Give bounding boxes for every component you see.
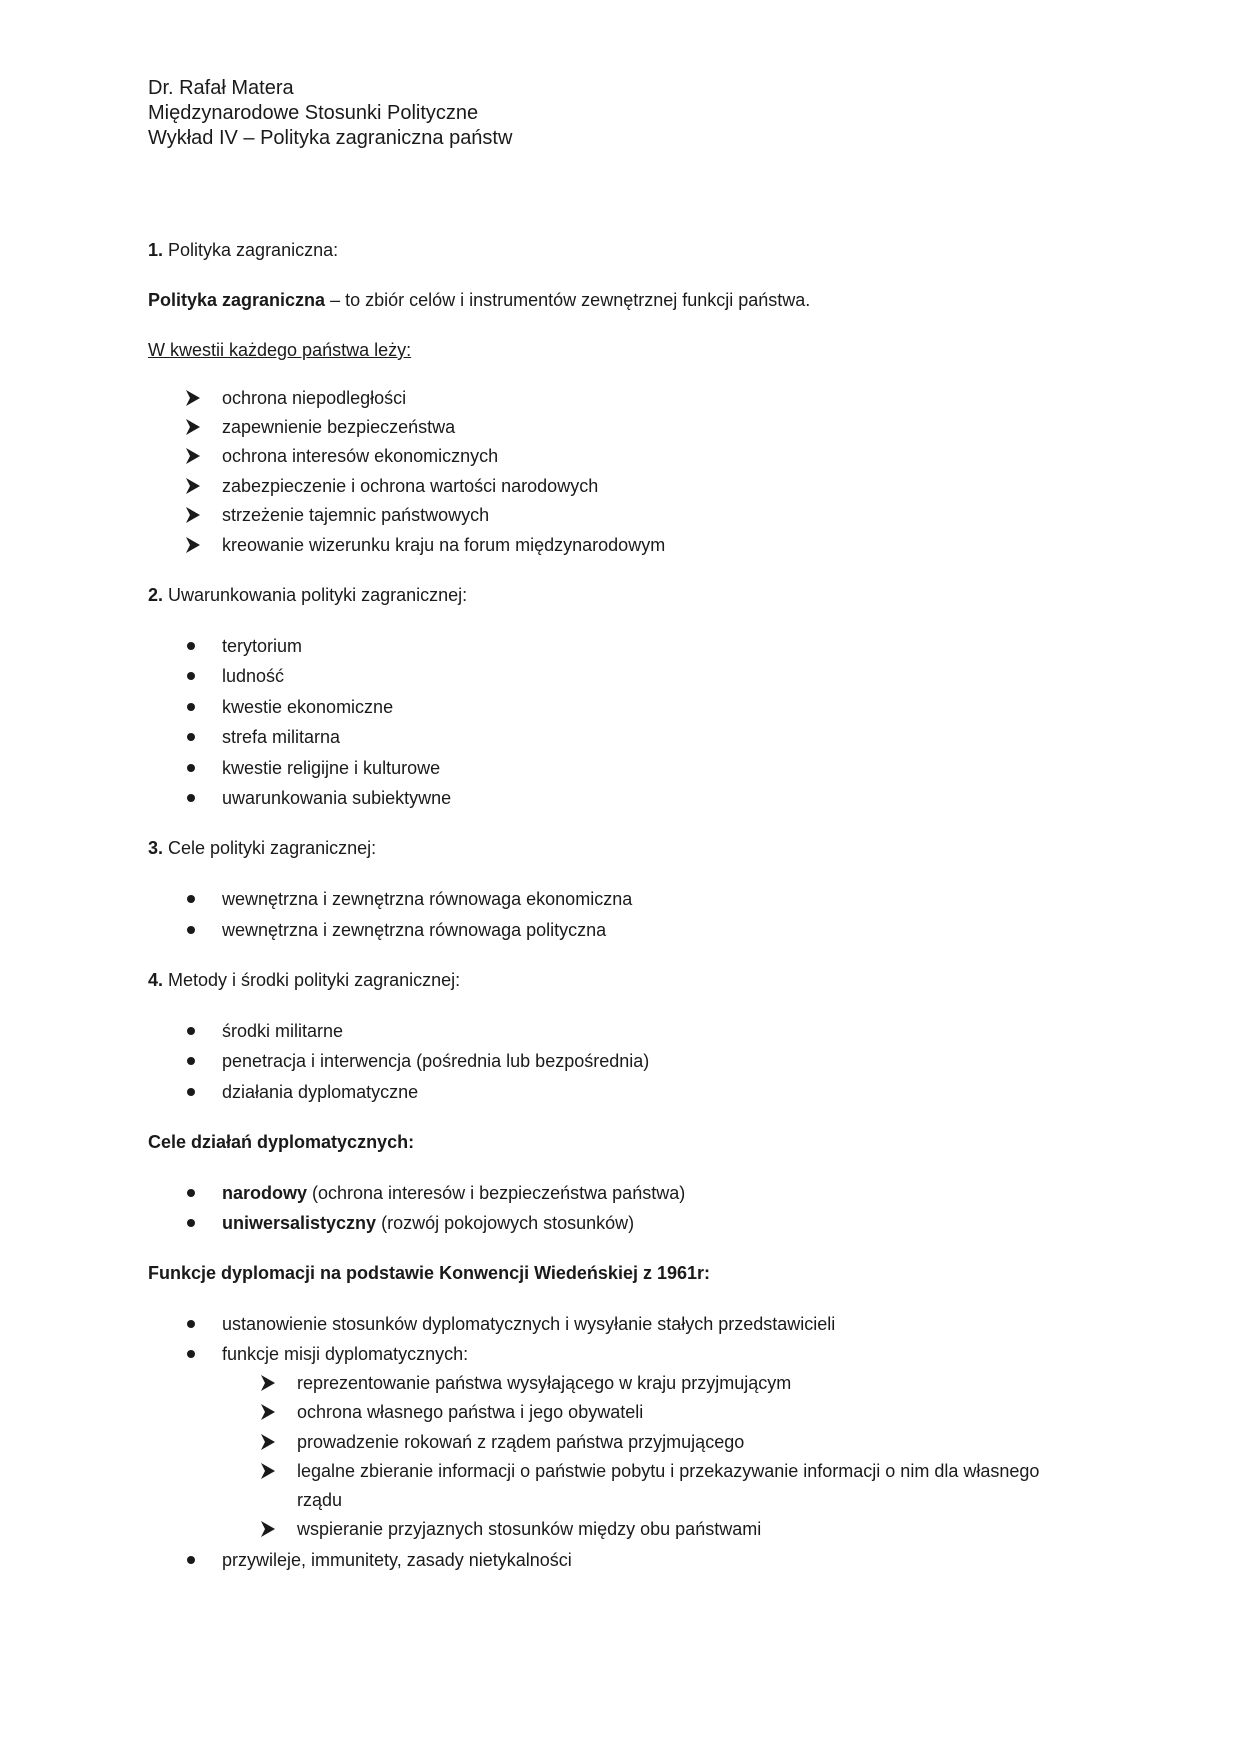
list-item: wewnętrzna i zewnętrzna równowaga ekonomiczna — [222, 889, 633, 909]
bullet-icon — [187, 895, 195, 903]
list-item: ochrona niepodległości — [222, 388, 407, 408]
diplomatic-goals-heading: Cele działań dyplomatycznych: — [148, 1132, 415, 1152]
arrow-bullet-icon — [184, 446, 202, 466]
list-item: kwestie ekonomiczne — [222, 697, 394, 717]
bullet-icon — [187, 1057, 195, 1065]
bullet-icon — [187, 764, 195, 772]
list-item: ustanowienie stosunków dyplomatycznych i wysyłanie stałych przedstawicieli — [222, 1314, 836, 1334]
list-item: penetracja i interwencja (pośrednia lub bezpośrednia) — [222, 1051, 650, 1071]
definition-text: – to zbiór celów i instrumentów zewnętrznej funkcji państwa. — [325, 290, 811, 310]
bullet-icon — [187, 1219, 195, 1227]
arrow-bullet-icon — [259, 1519, 277, 1539]
bullet-icon — [187, 703, 195, 711]
list-item: terytorium — [222, 636, 303, 656]
arrow-bullet-icon — [259, 1432, 277, 1452]
sub-list-item: wspieranie przyjaznych stosunków między obu państwami — [297, 1519, 762, 1539]
section-1-heading: 1. Polityka zagraniczna: — [148, 240, 339, 260]
list-item: kwestie religijne i kulturowe — [222, 758, 441, 778]
sub-list-item-continuation: rządu — [297, 1490, 343, 1510]
bullet-icon — [187, 1350, 195, 1358]
list-item: kreowanie wizerunku kraju na forum międzynarodowym — [222, 535, 666, 555]
bullet-icon — [187, 1189, 195, 1197]
definition-line — [148, 288, 810, 312]
arrow-bullet-icon — [184, 417, 202, 437]
sub-list-item: legalne zbieranie informacji o państwie pobytu i przekazywanie informacji o nim dla własnego — [297, 1461, 1040, 1481]
sub-list-item: ochrona własnego państwa i jego obywateli — [297, 1402, 644, 1422]
definition-term: Polityka zagraniczna — [148, 290, 326, 310]
list-item: ochrona interesów ekonomicznych — [222, 446, 499, 466]
list-item: uniwersalistyczny (rozwój pokojowych stosunków) — [222, 1213, 635, 1233]
list-item: środki militarne — [222, 1021, 344, 1041]
arrow-bullet-icon — [259, 1402, 277, 1422]
author-name: Dr. Rafał Matera — [148, 77, 294, 99]
bullet-icon — [187, 1320, 195, 1328]
list-item: działania dyplomatyczne — [222, 1082, 419, 1102]
sub-list-item: prowadzenie rokowań z rządem państwa przyjmującego — [297, 1432, 745, 1452]
list-item: zabezpieczenie i ochrona wartości narodowych — [222, 476, 599, 496]
bullet-icon — [187, 794, 195, 802]
arrow-bullet-icon — [184, 476, 202, 496]
lecture-title: Wykład IV – Polityka zagraniczna państw — [148, 127, 513, 149]
sub-list-item: reprezentowanie państwa wysyłającego w kraju przyjmującym — [297, 1373, 792, 1393]
list-item: przywileje, immunitety, zasady nietykalności — [222, 1550, 572, 1570]
list-item: wewnętrzna i zewnętrzna równowaga polityczna — [222, 920, 607, 940]
list-item: ludność — [222, 666, 285, 686]
course-title: Międzynarodowe Stosunki Polityczne — [148, 102, 479, 124]
bullet-icon — [187, 672, 195, 680]
arrow-bullet-icon — [184, 505, 202, 525]
bullet-icon — [187, 1027, 195, 1035]
list-item: funkcje misji dyplomatycznych: — [222, 1344, 469, 1364]
arrow-bullet-icon — [259, 1373, 277, 1393]
section-4-heading: 4. Metody i środki polityki zagranicznej: — [148, 970, 461, 990]
arrow-bullet-icon — [184, 388, 202, 408]
bullet-icon — [187, 1556, 195, 1564]
interests-heading: W kwestii każdego państwa leży: — [148, 340, 412, 360]
arrow-bullet-icon — [184, 535, 202, 555]
list-item: strefa militarna — [222, 727, 341, 747]
list-item: narodowy (ochrona interesów i bezpieczeństwa państwa) — [222, 1183, 686, 1203]
bullet-icon — [187, 926, 195, 934]
arrow-bullet-icon — [259, 1461, 277, 1481]
bullet-icon — [187, 642, 195, 650]
list-item: zapewnienie bezpieczeństwa — [222, 417, 456, 437]
bullet-icon — [187, 1088, 195, 1096]
list-item: uwarunkowania subiektywne — [222, 788, 452, 808]
section-3-heading: 3. Cele polityki zagranicznej: — [148, 838, 377, 858]
functions-heading: Funkcje dyplomacji na podstawie Konwencji Wiedeńskiej z 1961r: — [148, 1263, 710, 1283]
bullet-icon — [187, 733, 195, 741]
section-2-heading: 2. Uwarunkowania polityki zagranicznej: — [148, 585, 468, 605]
list-item: strzeżenie tajemnic państwowych — [222, 505, 490, 525]
